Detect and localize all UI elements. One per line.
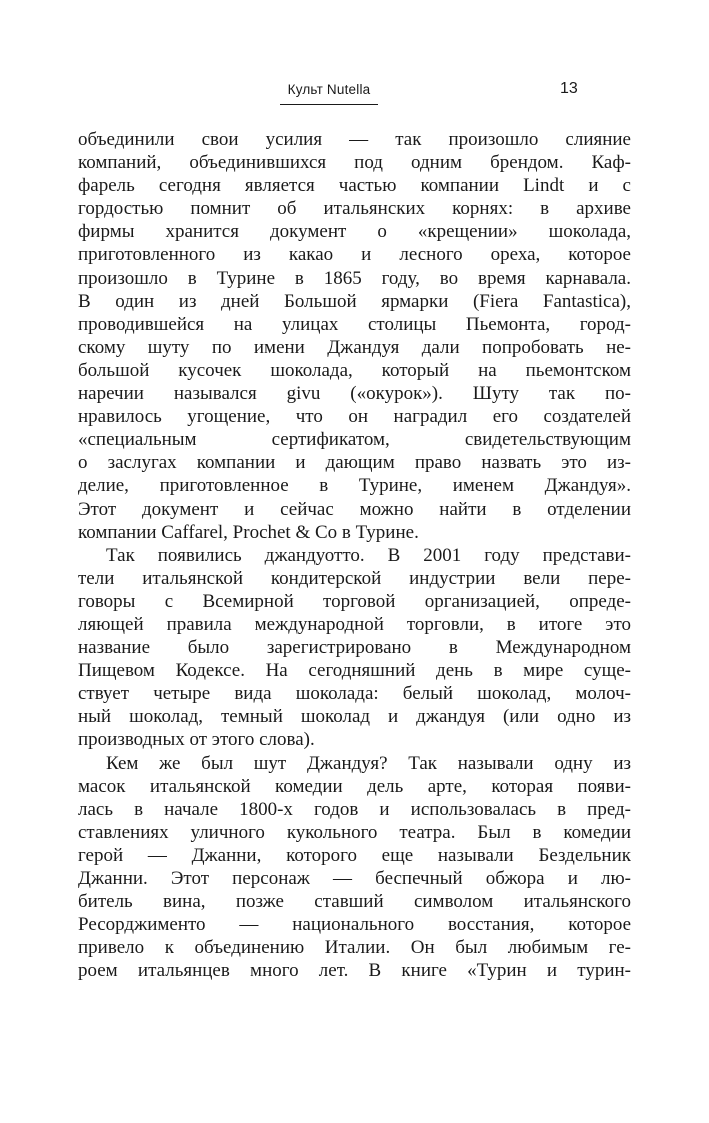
text-line: лась в начале 1800-х годов и использовалась в пред- — [78, 798, 631, 820]
running-head-rule — [280, 104, 378, 105]
text-line: В один из дней Большой ярмарки (Fiera Fantastica), — [78, 290, 631, 312]
text-line: Так появились джандуотто. В 2001 году представи- — [106, 544, 631, 566]
text-line: масок итальянской комедии дель арте, которая появи- — [78, 775, 631, 797]
text-line: битель вина, позже ставший символом итальянского — [78, 891, 631, 913]
text-line: приготовленного из какао и лесного ореха, которое — [78, 244, 631, 266]
text-line: ставлениях уличного кукольного театра. Был в комедии — [78, 821, 631, 843]
text-line: Джанни. Этот персонаж — беспечный обжора и лю- — [78, 868, 631, 889]
text-line: проводившейся на улицах столицы Пьемонта, город- — [78, 313, 631, 335]
text-line: большой кусочек шоколада, который на пьемонтском — [78, 359, 631, 381]
text-line: Ресорджименто — национального восстания, которое — [78, 914, 631, 936]
text-line: компании Caffarel, Prochet & Co в Турине. — [78, 521, 419, 543]
text-line: ствует четыре вида шоколада: белый шоколад, молоч- — [78, 683, 631, 705]
text-line: фарель сегодня является частью компании Lindt и с — [78, 175, 631, 197]
running-head-title: Культ Nutella — [287, 82, 371, 97]
text-line: о заслугах компании и дающим право назвать это из- — [78, 452, 631, 474]
text-line: Пищевом Кодексе. На сегодняшний день в мире суще- — [78, 660, 631, 682]
text-line: фирмы хранится документ о «крещении» шоколада, — [78, 221, 631, 243]
text-line: компаний, объединившихся под одним брендом. Каф- — [78, 152, 631, 174]
text-line: ляющей правила международной торговли, в итоге это — [78, 613, 631, 635]
text-line: герой — Джанни, которого еще называли Бездельник — [78, 844, 631, 866]
text-line: тели итальянской кондитерской индустрии вели пере- — [78, 567, 631, 589]
text-line: объединили свои усилия — так произошло слияние — [78, 129, 631, 150]
text-line: название было зарегистрировано в Международном — [78, 637, 631, 659]
text-line: нравилось угощение, что он наградил его создателей — [78, 406, 631, 428]
paragraph — [78, 544, 631, 752]
text-line: роем итальянцев много лет. В книге «Турин и турин- — [78, 960, 631, 982]
text-line: Кем же был шут Джандуя? Так называли одну из — [106, 752, 631, 774]
running-head — [0, 80, 709, 110]
text-line: ный шоколад, темный шоколад и джандуя (или одно из — [78, 706, 631, 728]
text-line: гордостью помнит об итальянских корнях: в архиве — [78, 198, 631, 220]
text-line: Этот документ и сейчас можно найти в отделении — [78, 498, 631, 520]
paragraph — [78, 128, 631, 544]
text-line: привело к объединению Италии. Он был любимым ге- — [78, 937, 631, 959]
paragraph — [78, 752, 631, 983]
text-line: делие, приготовленное в Турине, именем Джандуя». — [78, 475, 631, 497]
text-line: скому шуту по имени Джандуя дали попробовать не- — [78, 336, 631, 358]
page-number: 13 — [560, 80, 578, 97]
text-line: говоры с Всемирной торговой организацией, опреде- — [78, 590, 631, 612]
body-text — [78, 128, 631, 982]
text-line: производных от этого слова). — [78, 729, 315, 751]
text-line: «специальным сертификатом, свидетельствующим — [78, 429, 631, 451]
text-line: произошло в Турине в 1865 году, во время карнавала. — [78, 267, 631, 289]
text-line: наречии назывался givu («окурок»). Шуту так по- — [78, 383, 631, 405]
